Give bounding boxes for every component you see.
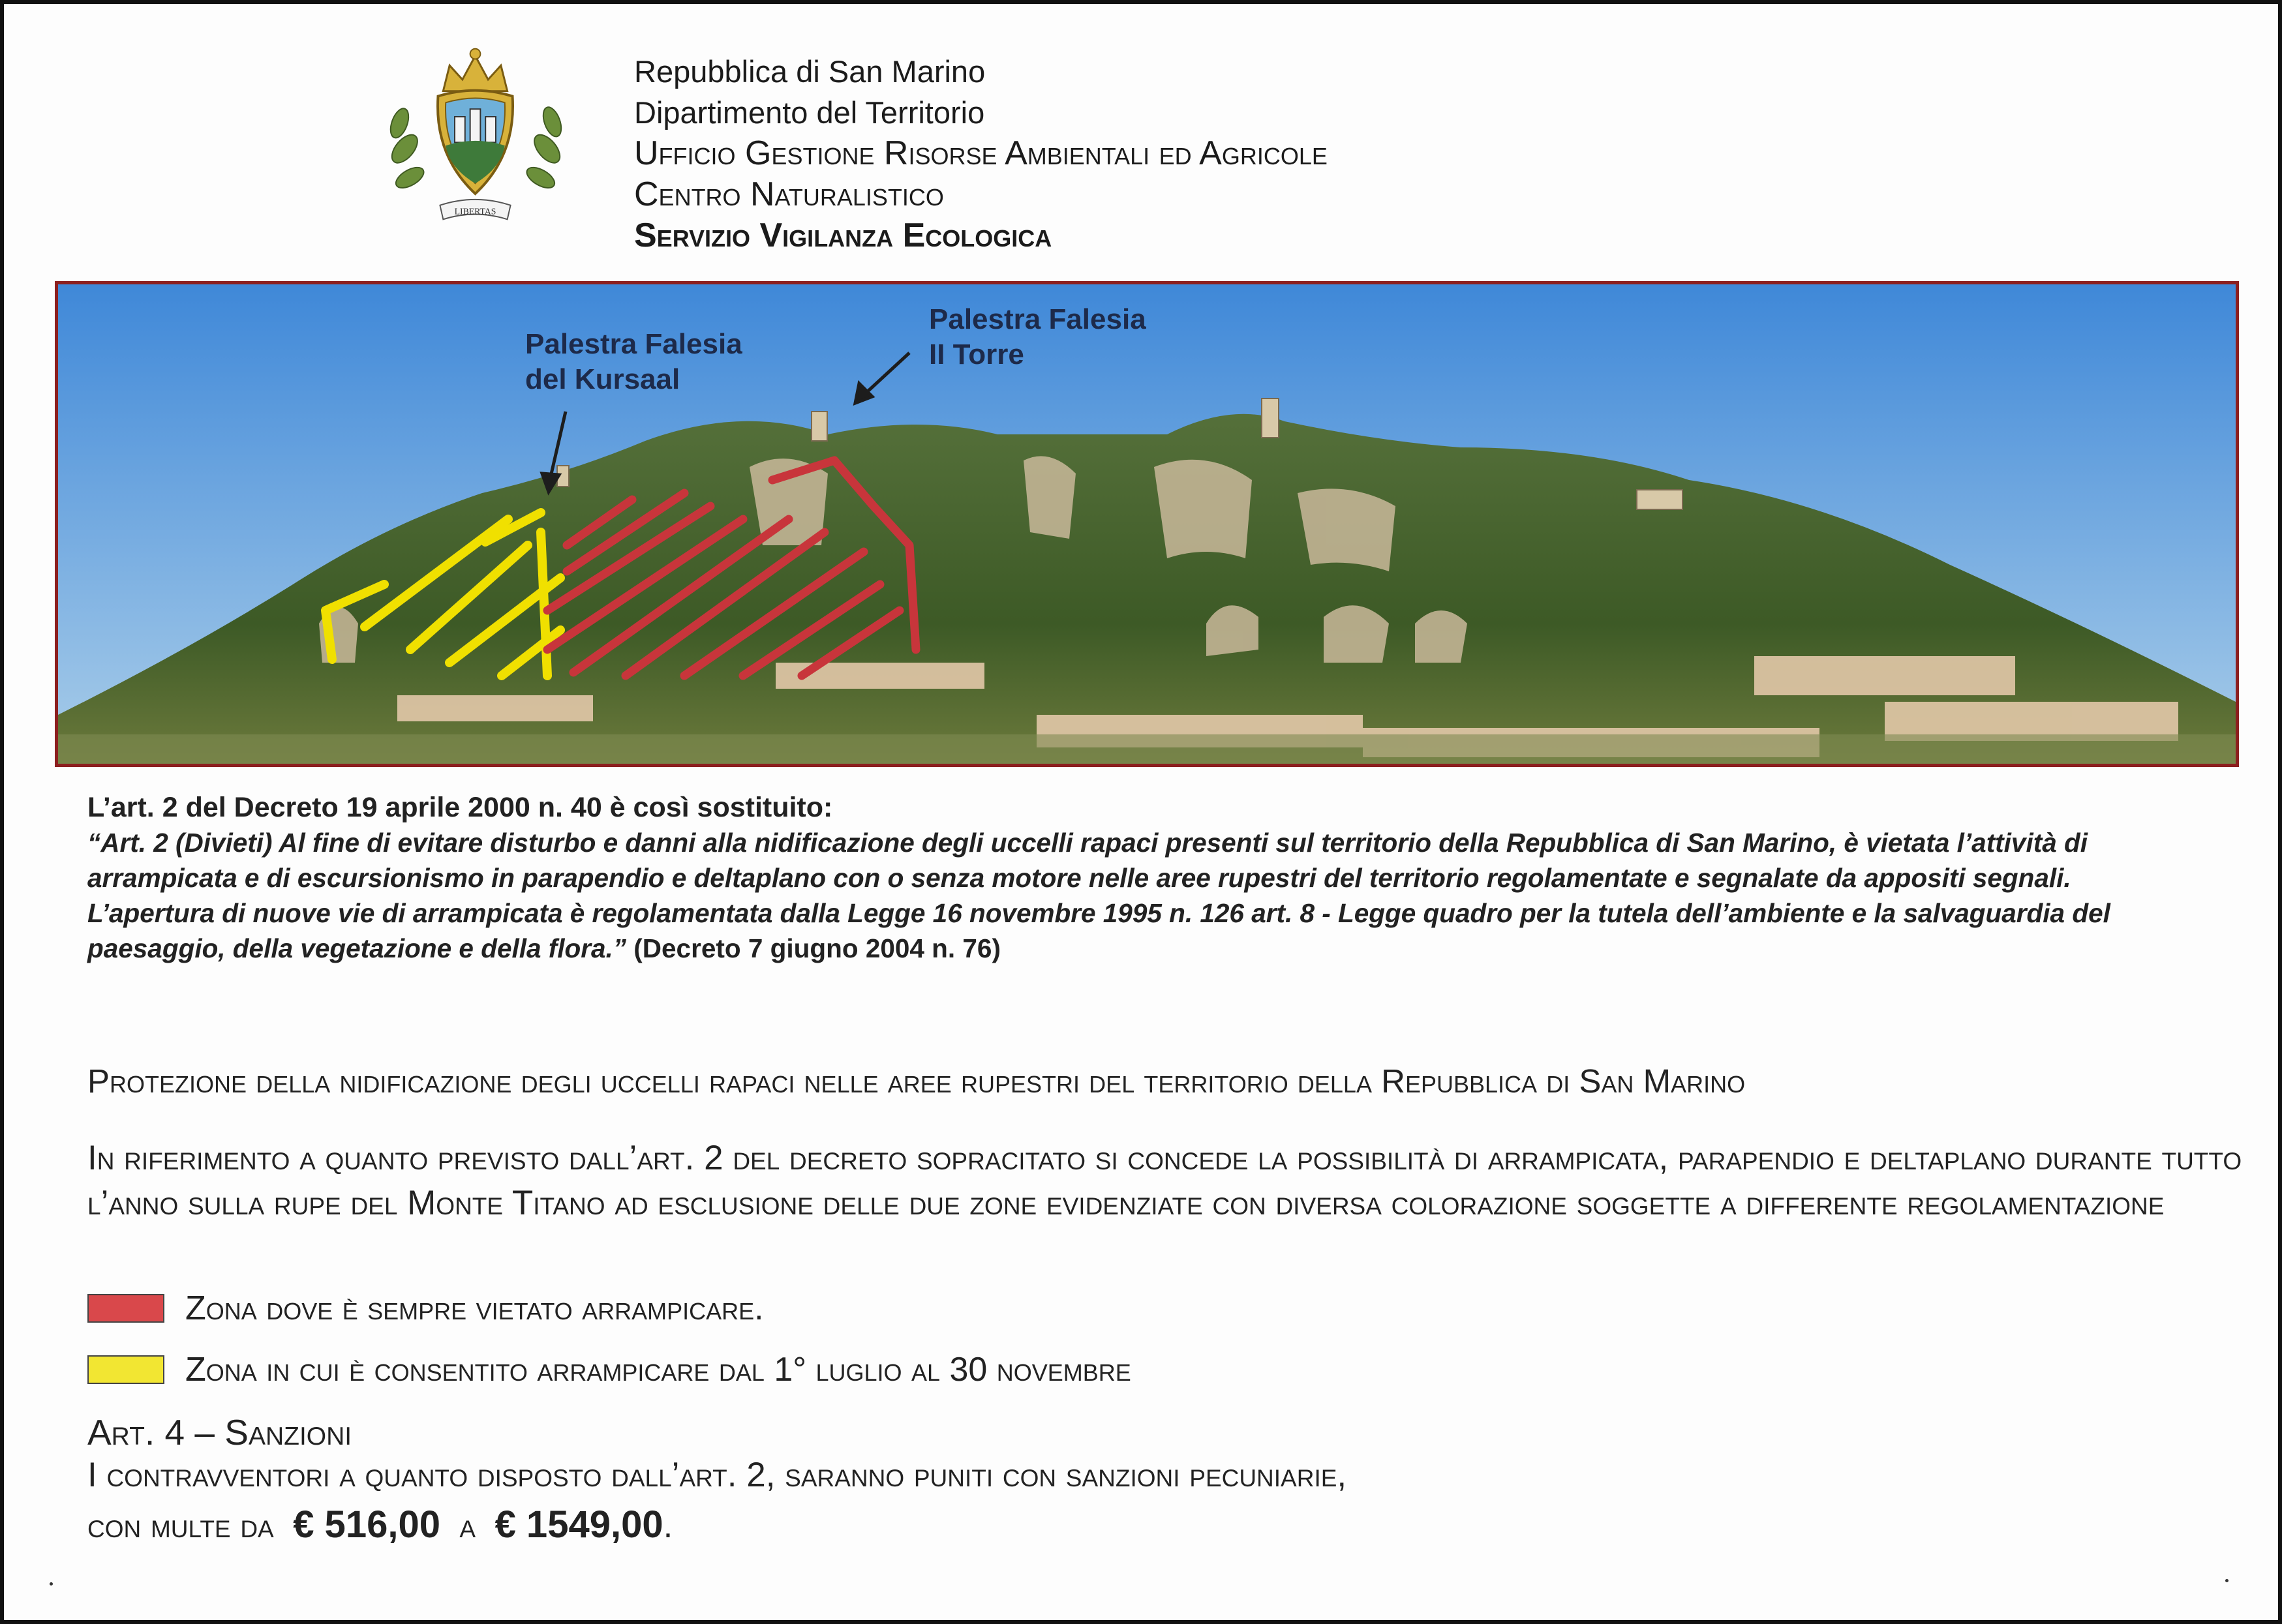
fine-min-amount: € 516,00 bbox=[293, 1503, 440, 1546]
san-marino-crest-icon bbox=[379, 40, 571, 232]
callout-torre bbox=[929, 302, 1146, 372]
header-office: Ufficio Gestione Risorse Ambientali ed Agricole bbox=[634, 134, 1328, 172]
header-service: Servizio Vigilanza Ecologica bbox=[634, 217, 1052, 254]
decree-heading: L’art. 2 del Decreto 19 aprile 2000 n. 40 è così sostituito: bbox=[87, 792, 833, 823]
callout-torre-line2: II Torre bbox=[929, 338, 1024, 370]
art4-fines-suffix: . bbox=[663, 1507, 673, 1545]
panorama-illustration bbox=[58, 284, 2236, 764]
scan-speck bbox=[50, 1582, 53, 1586]
art4-fines-mid: a bbox=[459, 1507, 476, 1545]
decree-law-text bbox=[87, 895, 2208, 966]
decree-article-text: “Art. 2 (Divieti) Al fine di evitare disturbo e danni alla nidificazione degli uccelli rapaci presenti sul territorio della Repubblica di San Marino, è vietata l’attività di arrampicata e di escursionismo in parapendio e deltaplano con o senza motore nelle aree rupestri del territorio regolamentate e segnalate da appositi segnali. bbox=[87, 828, 2088, 893]
header-department: Dipartimento del Territorio bbox=[634, 95, 985, 130]
legend-yellow-swatch bbox=[87, 1355, 164, 1384]
callout-torre-line1: Palestra Falesia bbox=[929, 303, 1146, 335]
decree-reference: (Decreto 7 giugno 2004 n. 76) bbox=[633, 933, 1001, 963]
monte-titano-panorama bbox=[55, 281, 2239, 767]
crest-motto: LIBERTAS bbox=[454, 206, 496, 217]
art4-sanctions-text: I contravventori a quanto disposto dall’art. 2, saranno puniti con sanzioni pecuniarie, bbox=[87, 1456, 1347, 1494]
legend-yellow-label: Zona in cui è consentito arrampicare dal 1° luglio al 30 novembre bbox=[185, 1351, 1131, 1389]
scan-speck bbox=[2225, 1579, 2229, 1582]
header-center: Centro Naturalistico bbox=[634, 175, 944, 213]
callout-kursaal-line1: Palestra Falesia bbox=[525, 328, 742, 360]
art4-fines-prefix: con multe da bbox=[87, 1507, 274, 1545]
decree-law-body: L’apertura di nuove vie di arrampicata è regolamentata dalla Legge 16 novembre 1995 n. 126 art. 8 - Legge quadro per la tutela dell’ambiente e la salvaguardia del paesaggio, della vegetazione e della flora.” bbox=[87, 898, 2110, 963]
callout-kursaal-line2: del Kursaal bbox=[525, 363, 680, 395]
header-block bbox=[634, 51, 1328, 256]
legend-red-swatch bbox=[87, 1294, 164, 1323]
callout-kursaal bbox=[525, 327, 742, 397]
legend-red-label: Zona dove è sempre vietato arrampicare. bbox=[185, 1289, 764, 1327]
protection-title: Protezione della nidificazione degli uccelli rapaci nelle aree rupestri del territorio della Repubblica di San Marino bbox=[87, 1062, 1746, 1100]
fine-max-amount: € 1549,00 bbox=[494, 1503, 663, 1546]
decree-block bbox=[87, 790, 2208, 966]
reference-paragraph: In riferimento a quanto previsto dall’art. 2 del decreto sopracitato si concede la possibilità di arrampicata, parapendio e deltaplano durante tutto l’anno sulla rupe del Monte Titano ad esclusione delle due zone evidenziate con diversa colorazione soggette a differente regolamentazione bbox=[87, 1139, 2242, 1222]
art4-fines-line bbox=[87, 1503, 673, 1546]
header-republic: Repubblica di San Marino bbox=[634, 54, 986, 89]
art4-title: Art. 4 – Sanzioni bbox=[87, 1412, 352, 1452]
